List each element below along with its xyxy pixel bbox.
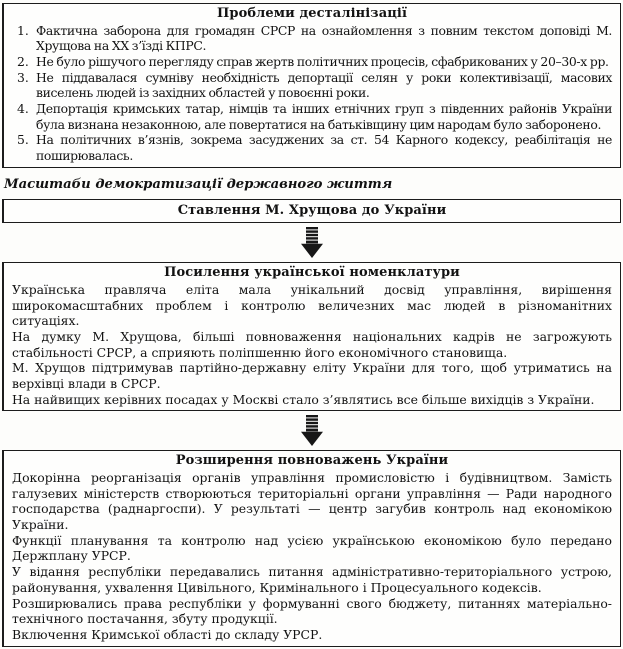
problems-box <box>2 3 621 168</box>
paragraph: М. Хрущов підтримував партійно-державну еліту України для того, щоб утриматись на верхівці влади в СРСР. <box>12 360 612 392</box>
paragraph: Українська правляча еліта мала унікальний досвід управління, вирішення широкомасштабних проблем і контролю величезних мас людей в різноманітних ситуаціях. <box>12 281 612 329</box>
item-text: Не піддавалася сумніву необхідність депортації селян у роки колективізації, масових виселень людей із західних областей у повоєнні роки. <box>36 69 612 101</box>
list-item <box>12 101 612 132</box>
paragraph: У відання республіки передавались питання адміністративно-територіального устрою, районування, ухвалення Цивільного, Кримінального і Процесуального кодексів. <box>12 564 612 595</box>
problems-box-title: Проблеми десталінізації <box>217 6 407 21</box>
item-number: 3. <box>17 69 29 85</box>
item-text: Не було рішучого перегляду справ жертв політичних процесів, сфабрикованих у 20–30-х рр. <box>36 53 609 69</box>
nomenklatura-box <box>2 262 621 411</box>
nomenklatura-box-title: Посилення української номенклатури <box>164 265 460 281</box>
powers-box <box>2 450 621 646</box>
item-number: 4. <box>17 101 29 117</box>
paragraph: На найвищих керівних посадах у Москві стало з’являтись все більше вихідців з України. <box>12 391 595 407</box>
down-arrow-glyph <box>299 415 325 447</box>
section-heading: Масштаби демократизації державного життя <box>4 176 393 192</box>
list-item <box>12 23 612 54</box>
item-text: Фактична заборона для громадян СРСР на ознайомлення з повним текстом доповіді М. Хрущова на XX з’їзді КПРС. <box>36 22 612 54</box>
paragraph: Включення Кримської області до складу УРСР. <box>12 626 323 642</box>
down-arrow-glyph <box>299 227 325 259</box>
down-arrow-icon <box>2 223 621 262</box>
down-arrow-icon <box>2 411 621 450</box>
list-item <box>12 54 612 70</box>
paragraph: Розширювались права республіки у формуванні свого бюджету, питаннях матеріально-технічного постачання, збуту продукції. <box>12 595 612 627</box>
paragraph: Докорінна реорганізація органів управління промисловістю і будівництвом. Замість галузевих міністерств створюються територіальні органи управління — Ради народного господарства (раднаргоспи). У результаті — центр загубив контроль над економікою України. <box>12 469 612 533</box>
attitude-box <box>2 199 621 224</box>
problems-list <box>12 23 612 164</box>
item-text: Депортація кримських татар, німців та інших етнічних груп з південних районів України була визнана незаконною, але повертатися на батьківщину цим народам було заборонено. <box>36 101 612 132</box>
paragraph: На думку М. Хрущова, більші повноваження національних кадрів не загрожують стабільності СРСР, а сприяють поліпшенню його економічного становища. <box>12 328 612 360</box>
item-text: На політичних в’язнів, зокрема засуджених за ст. 54 Карного кодексу, реабілітація не поширювалась. <box>36 132 612 164</box>
paragraph: Функції планування та контролю над усією українською економікою було передано Держплану УРСР. <box>12 532 612 564</box>
list-item <box>12 132 612 163</box>
item-number: 1. <box>17 22 29 38</box>
item-number: 5. <box>17 132 29 148</box>
item-number: 2. <box>17 53 29 69</box>
attitude-box-title: Ставлення М. Хрущова до України <box>177 202 447 218</box>
powers-box-title: Розширення повноважень України <box>175 453 449 469</box>
list-item <box>12 70 612 101</box>
